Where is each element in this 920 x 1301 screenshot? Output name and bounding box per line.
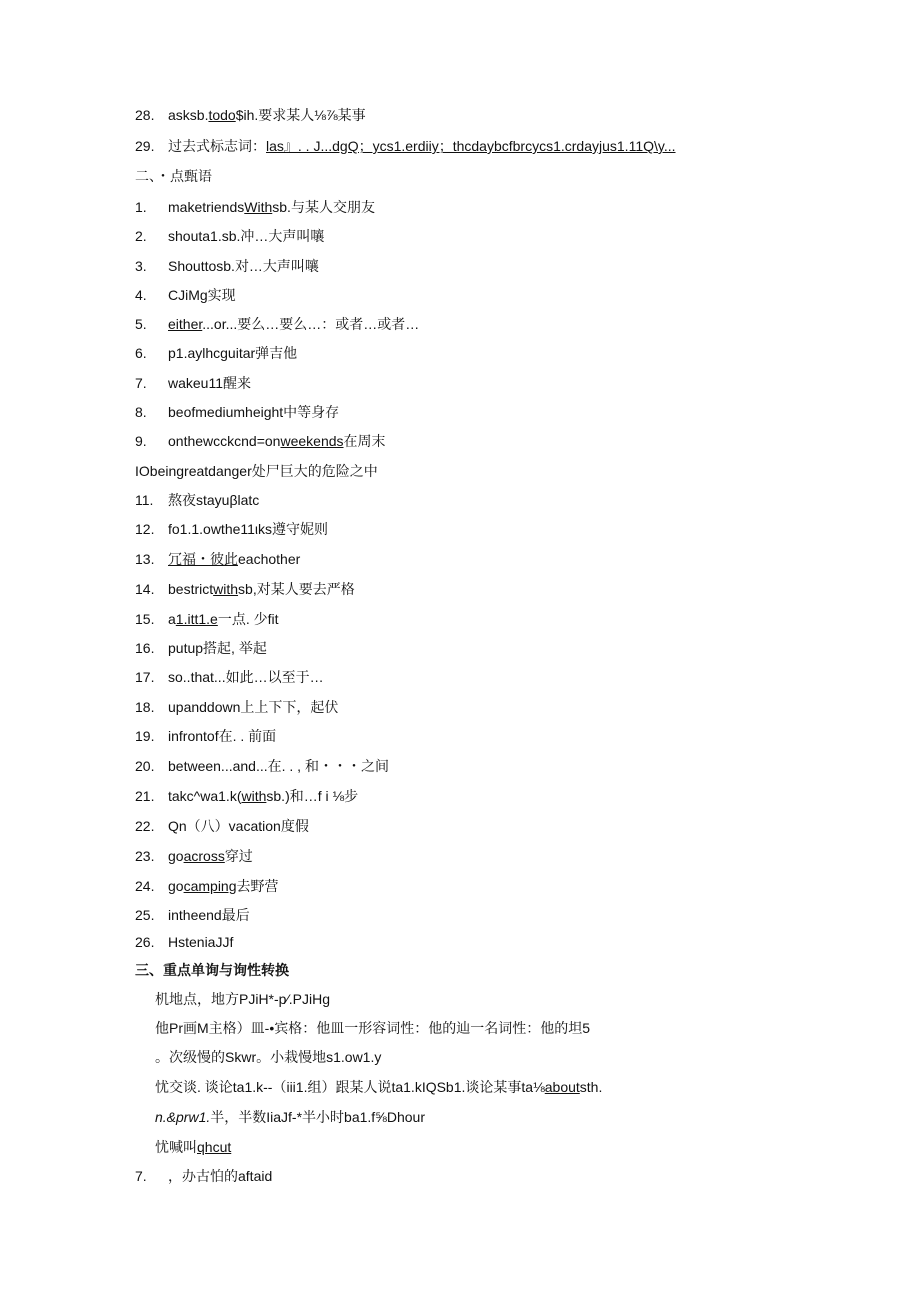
document-line: [155, 990, 330, 1008]
document-line: [135, 491, 259, 509]
line-number: 14.: [135, 581, 155, 597]
document-line: [155, 1108, 425, 1126]
document-line: [135, 227, 324, 245]
line-text-segment: 去野营: [236, 878, 279, 894]
line-text-segment: 三、重点单询与询性转换: [135, 962, 289, 978]
line-number: 4.: [135, 287, 147, 303]
line-number: 26.: [135, 934, 155, 950]
line-text-segment: asksb.: [168, 107, 209, 123]
line-text-segment: 半，半数IiaJf-*半小时ba1.f⅝Dhour: [210, 1109, 425, 1125]
line-text-segment: takc^wa1.k(: [168, 788, 242, 804]
line-text-segment: go: [168, 848, 184, 864]
document-line: [135, 668, 324, 686]
document-line: [135, 257, 319, 275]
document-line: [135, 1167, 272, 1185]
line-number: 21.: [135, 788, 155, 804]
document-line: [155, 1138, 231, 1156]
line-text-segment: with: [241, 788, 267, 804]
line-number: 3.: [135, 258, 147, 274]
document-line: [135, 344, 297, 362]
line-number: 25.: [135, 907, 155, 923]
line-text-segment: so..that...如此…以至于…: [168, 669, 324, 685]
line-text-segment: 忧喊叫: [155, 1139, 197, 1155]
line-number: 2.: [135, 228, 147, 244]
line-text-segment: qhcut: [197, 1139, 232, 1155]
document-line: [135, 198, 375, 216]
line-text-segment: intheend最后: [168, 907, 250, 923]
document-line: [135, 933, 233, 951]
line-text-segment: sb.与某人交朋友: [272, 199, 375, 215]
document-line: [135, 639, 267, 657]
line-text-segment: 穿过: [224, 848, 253, 864]
line-text-segment: with: [213, 581, 239, 597]
document-line: [135, 520, 328, 538]
document-line: [135, 906, 250, 924]
document-line: [155, 1048, 381, 1066]
line-text-segment: across: [183, 848, 225, 864]
line-number: 8.: [135, 404, 147, 420]
line-text-segment: infrontof在. . 前面: [168, 728, 277, 744]
line-number: 17.: [135, 669, 155, 685]
document-line: [135, 106, 366, 124]
line-number: 15.: [135, 611, 155, 627]
line-text-segment: Shouttosb.对…大声叫嚷: [168, 258, 319, 274]
line-text-segment: putup搭起, 举起: [168, 640, 267, 656]
line-text-segment: 在周末: [343, 433, 386, 449]
line-number: 24.: [135, 878, 155, 894]
line-text-segment: weekends: [280, 433, 344, 449]
document-line: [135, 432, 386, 450]
line-number: 7.: [135, 1168, 147, 1184]
line-text-segment: las』. . J...dgQ；ycs1.erdiiy；thcdaybcfbrcycs1.crdayjus1.11Q\y...: [266, 138, 676, 154]
document-line: [135, 727, 276, 745]
line-text-segment: sb,对某人要去严格: [238, 581, 355, 597]
line-text-segment: camping: [183, 878, 237, 894]
line-text-segment: between...and...在. . , 和・・・之间: [168, 758, 389, 774]
line-text-segment: CJiMg实现: [168, 287, 236, 303]
line-text-segment: IObeingreatdanger处尸巨大的危险之中: [135, 463, 378, 479]
document-line: [135, 757, 389, 775]
line-number: 11.: [135, 492, 154, 508]
line-text-segment: p1.aylhcguitar弹吉他: [168, 345, 298, 361]
line-text-segment: todo: [208, 107, 236, 123]
line-text-segment: eachother: [238, 551, 301, 567]
line-text-segment: 忧交谈. 谈论ta1.k--（iii1.组）跟某人说ta1.kIQSb1.谈论某事ta⅛: [155, 1079, 545, 1095]
document-line: [135, 462, 378, 480]
line-number: 18.: [135, 699, 155, 715]
line-number: 23.: [135, 848, 155, 864]
line-text-segment: 。次级慢的Skwr。小栽慢地s1.ow1.y: [155, 1049, 382, 1065]
line-text-segment: sth.: [579, 1079, 603, 1095]
line-text-segment: 机地点，地方PJiH*-p⁄.PJiHg: [155, 991, 331, 1007]
line-text-segment: either: [168, 316, 203, 332]
line-text-segment: 二、・点甄语: [135, 168, 212, 184]
document-line: [135, 961, 289, 979]
line-text-segment: fo1.1.owthe11ιks遵守妮则: [168, 521, 329, 537]
line-text-segment: 1.itt1.e: [175, 611, 218, 627]
document-line: [135, 167, 212, 185]
line-number: 28.: [135, 107, 155, 123]
document-line: [135, 847, 253, 865]
line-text-segment: HsteniaJJf: [168, 934, 234, 950]
line-text-segment: beofmediumheight中等身存: [168, 404, 340, 420]
document-line: [135, 698, 338, 716]
line-text-segment: upanddown上上下下，起伏: [168, 699, 339, 715]
document-line: [135, 817, 309, 835]
line-text-segment: 冗福・彼此: [168, 551, 238, 567]
line-text-segment: ，办古怕的aftaid: [168, 1168, 273, 1184]
line-number: 13.: [135, 551, 155, 567]
document-line: [135, 315, 419, 333]
document-line: [135, 137, 676, 155]
line-text-segment: 过去式标志词：: [168, 138, 266, 154]
line-text-segment: a: [168, 611, 176, 627]
line-text-segment: Qn（八）vacation度假: [168, 818, 309, 834]
document-line: [135, 374, 251, 392]
line-number: 20.: [135, 758, 155, 774]
line-text-segment: $ih.要求某人⅛⅞某事: [235, 107, 366, 123]
document-line: [135, 403, 339, 421]
line-text-segment: bestrict: [168, 581, 214, 597]
document-line: [155, 1078, 602, 1096]
line-number: 16.: [135, 640, 155, 656]
document-line: [135, 286, 236, 304]
line-text-segment: n.&prw1.: [155, 1109, 211, 1125]
line-text-segment: shouta1.sb.冲…大声叫嚷: [168, 228, 325, 244]
line-text-segment: wakeu11醒来: [168, 375, 252, 391]
document-line: [135, 610, 279, 628]
line-text-segment: 他Pr画M主格）皿-•宾格：他皿一形容词性：他的辿一名词性：他的坦5: [155, 1020, 591, 1036]
line-number: 9.: [135, 433, 147, 449]
line-text-segment: 一点. 少fit: [217, 611, 279, 627]
line-text-segment: about: [544, 1079, 580, 1095]
line-text-segment: onthewcckcnd=on: [168, 433, 281, 449]
document-line: [135, 580, 355, 598]
line-number: 7.: [135, 375, 147, 391]
document-line: [135, 787, 358, 805]
line-number: 19.: [135, 728, 155, 744]
line-text-segment: With: [244, 199, 273, 215]
line-text-segment: sb.)和…f i ⅛步: [266, 788, 359, 804]
document-line: [135, 877, 279, 895]
line-number: 5.: [135, 316, 147, 332]
line-number: 29.: [135, 138, 155, 154]
document-line: [135, 550, 300, 568]
line-text-segment: 熬夜stayuβlatc: [168, 492, 260, 508]
line-text-segment: maketriends: [168, 199, 245, 215]
line-number: 12.: [135, 521, 155, 537]
line-number: 22.: [135, 818, 155, 834]
document-line: [155, 1019, 590, 1037]
line-text-segment: go: [168, 878, 184, 894]
line-text-segment: ...or...要么…要么…：或者…或者…: [202, 316, 420, 332]
line-number: 6.: [135, 345, 147, 361]
line-number: 1.: [135, 199, 147, 215]
